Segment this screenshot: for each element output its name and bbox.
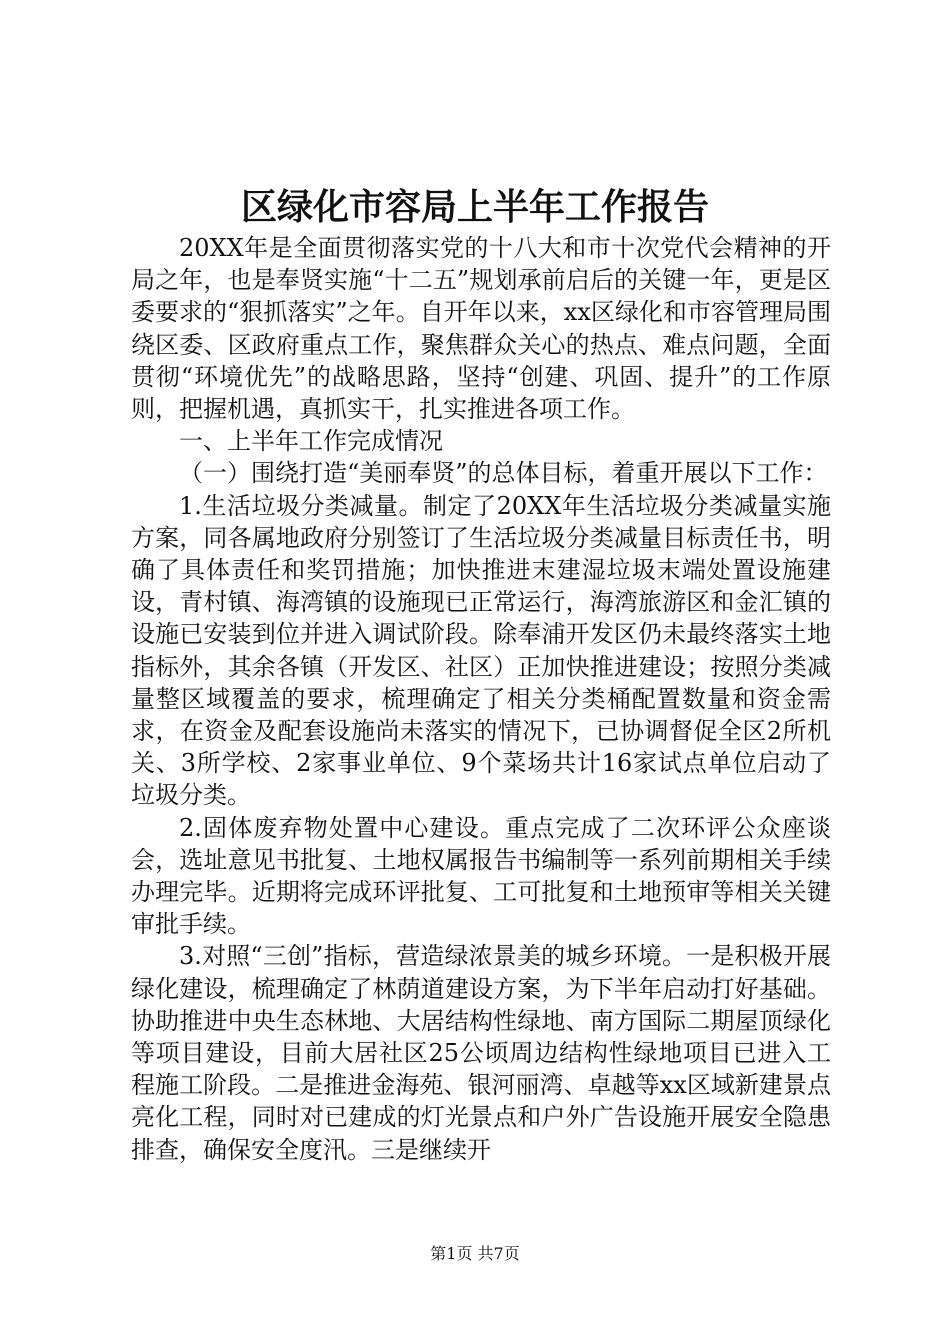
document-body: [131, 232, 831, 1166]
paragraph-item-2: 2.固体废弃物处置中心建设。重点完成了二次环评公众座谈会，选址意见书批复、土地权属报告书编制等一系列前期相关手续办理完毕。近期将完成环评批复、工可批复和土地预审等相关关键审批手续。: [131, 813, 831, 939]
paragraph-intro: 20XX年是全面贯彻落实党的十八大和市十次党代会精神的开局之年，也是奉贤实施“十二五”规划承前启后的关键一年，更是区委要求的“狠抓落实”之年。自开年以来，xx区绿化和市容管理局围绕区委、区政府重点工作，聚焦群众关心的热点、难点问题，全面贯彻“环境优先”的战略思路，坚持“创建、巩固、提升”的工作原则，把握机遇，真抓实干，扎实推进各项工作。: [131, 234, 831, 424]
page-footer: 第1页 共7页: [430, 1244, 520, 1263]
paragraph-item-1: 1.生活垃圾分类减量。制定了20XX年生活垃圾分类减量实施方案，同各属地政府分别签订了生活垃圾分类减量目标责任书，明确了具体责任和奖罚措施；加快推进末建湿垃圾末端处置设施建设，青村镇、海湾镇的设施现已正常运行，海湾旅游区和金汇镇的设施已安装到位并进入调试阶段。除奉浦开发区仍未最终落实土地指标外，其余各镇（开发区、社区）正加快推进建设；按照分类减量整区域覆盖的要求，梳理确定了相关分类桶配置数量和资金需求，在资金及配套设施尚未落实的情况下，已协调督促全区2所机关、3所学校、2家事业单位、9个菜场共计16家试点单位启动了垃圾分类。: [131, 491, 831, 810]
paragraph-item-3: 3.对照“三创”指标，营造绿浓景美的城乡环境。一是积极开展绿化建设，梳理确定了林荫道建设方案，为下半年启动打好基础。协助推进中央生态林地、大居结构性绿地、南方国际二期屋顶绿化等项目建设，目前大居社区25公顷周边结构性绿地项目已进入工程施工阶段。二是推进金海苑、银河丽湾、卓越等xx区域新建景点亮化工程，同时对已建成的灯光景点和户外广告设施开展安全隐患排查，确保安全度汛。三是继续开: [131, 942, 831, 1164]
subsection-heading: （一）围绕打造“美丽奉贤”的总体目标，着重开展以下工作：: [179, 459, 828, 488]
section-heading: 一、上半年工作完成情况: [179, 427, 443, 456]
document-title: 区绿化市容局上半年工作报告: [240, 186, 709, 228]
